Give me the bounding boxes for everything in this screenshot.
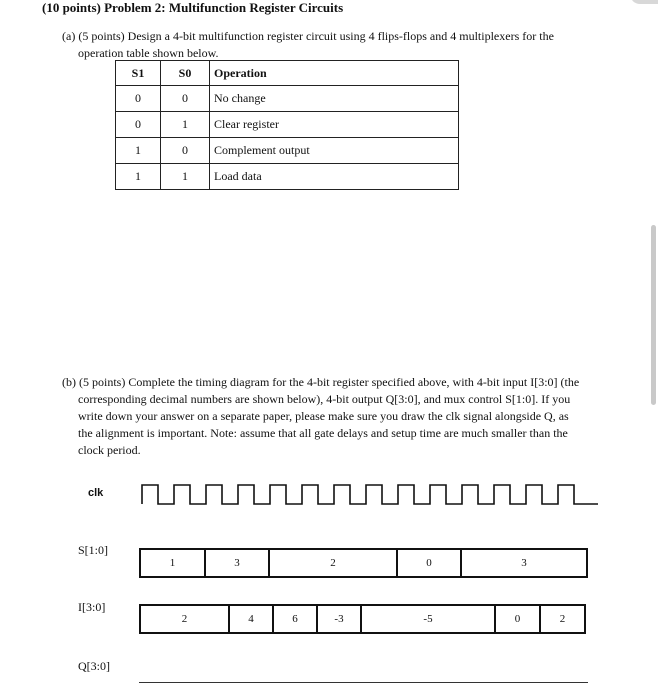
- part-a-line-1: (a) (5 points) Design a 4-bit multifunction register circuit using 4 flips-flops and 4 multiplexers for the: [62, 29, 554, 43]
- part-a-text: [62, 28, 602, 62]
- header-s1: S1: [116, 61, 161, 86]
- cell-operation: No change: [210, 86, 459, 112]
- s-segment: 3: [206, 550, 270, 576]
- cell-s0: 1: [161, 164, 210, 190]
- clk-signal-path: [142, 485, 598, 504]
- header-operation: Operation: [210, 61, 459, 86]
- i-segment: -5: [362, 606, 496, 632]
- q-signal-label: Q[3:0]: [78, 659, 110, 673]
- part-b-text: [62, 374, 622, 459]
- clk-waveform: [140, 480, 600, 510]
- s-segment: 1: [141, 550, 206, 576]
- cell-s1: 0: [116, 86, 161, 112]
- i-segment: 2: [559, 613, 566, 625]
- table-row: [116, 138, 459, 164]
- cell-s0: 0: [161, 86, 210, 112]
- window-corner: [630, 0, 658, 4]
- s-segment: 0: [398, 550, 462, 576]
- table-row: [116, 112, 459, 138]
- scrollbar-thumb[interactable]: [651, 225, 656, 405]
- i-segment: -3: [318, 606, 362, 632]
- s-segment: 3: [521, 557, 527, 569]
- cell-operation: Load data: [210, 164, 459, 190]
- i-bus-waveform: [139, 604, 586, 634]
- i-segment: 2: [141, 606, 230, 632]
- q-answer-line: [139, 682, 588, 683]
- part-a-line-2: operation table shown below.: [78, 46, 219, 60]
- s-bus-waveform: [139, 548, 588, 578]
- cell-operation: Clear register: [210, 112, 459, 138]
- part-b-line-2: corresponding decimal numbers are shown below), 4-bit output Q[3:0], and mux control S[1:0]. If you: [78, 392, 571, 406]
- part-b-line-3: write down your answer on a separate paper, please make sure you draw the clk signal alongside Q, as: [78, 409, 569, 423]
- clk-label: clk: [88, 487, 104, 499]
- table-row: [116, 86, 459, 112]
- i-segment: 6: [274, 606, 318, 632]
- cell-s1: 1: [116, 164, 161, 190]
- table-header-row: [116, 61, 459, 86]
- s-signal-label: S[1:0]: [78, 543, 108, 557]
- part-b-line-1: (b) (5 points) Complete the timing diagram for the 4-bit register specified above, with 4-bit input I[3:0] (the: [62, 375, 580, 389]
- table-row: [116, 164, 459, 190]
- header-s0: S0: [161, 61, 210, 86]
- problem-title: (10 points) Problem 2: Multifunction Register Circuits: [42, 0, 344, 15]
- cell-s0: 1: [161, 112, 210, 138]
- part-b-line-4: the alignment is important. Note: assume that all gate delays and setup time are much smaller than the: [78, 426, 568, 440]
- i-segment: 4: [230, 606, 274, 632]
- s-segment: 2: [270, 550, 398, 576]
- cell-s1: 0: [116, 112, 161, 138]
- i-signal-label: I[3:0]: [78, 600, 106, 614]
- i-segment: 0: [496, 606, 541, 632]
- operation-table: [115, 60, 459, 190]
- cell-s0: 0: [161, 138, 210, 164]
- part-b-line-5: clock period.: [78, 443, 141, 457]
- cell-s1: 1: [116, 138, 161, 164]
- cell-operation: Complement output: [210, 138, 459, 164]
